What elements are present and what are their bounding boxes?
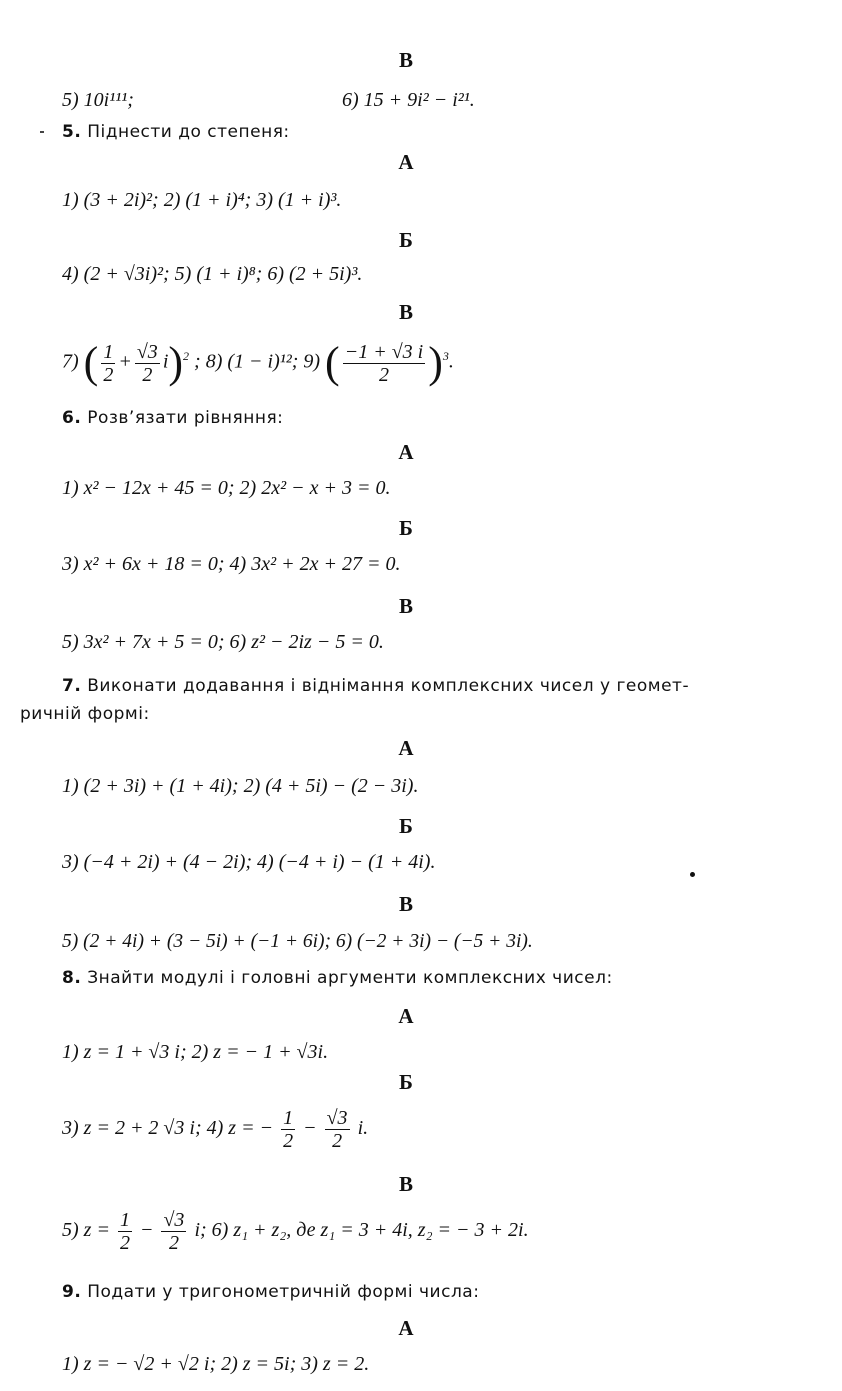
- item-text: ; 8) (1 − i)¹²; 9): [194, 350, 321, 373]
- denominator: 2: [283, 1129, 294, 1152]
- problem-number: 5.: [62, 122, 82, 142]
- exercise-item: 3) (−4 + 2i) + (4 − 2i); 4) (−4 + i) − (1 + 4i).: [62, 851, 436, 873]
- paren: (: [325, 338, 340, 388]
- problem-title: [62, 966, 613, 990]
- exercise-item: [62, 1104, 368, 1152]
- exercise-item: 7) ( $\frac{1}{2}$ + $\frac{√3}{2}$ i)$^2$ ; 8) (1 − i)¹²; 9) ( $\frac{-1 + √3 i}{2}$ )$^3$.: [62, 338, 454, 388]
- problem-title: [62, 120, 290, 144]
- exercise-item: 1) x² − 12x + 45 = 0; 2) 2x² − x + 3 = 0.: [62, 477, 391, 499]
- problem-title: [62, 1280, 479, 1304]
- denominator: 2: [119, 1231, 130, 1254]
- exercise-item: 1) (2 + 3i) + (1 + 4i); 2) (4 + 5i) − (2 − 3i).: [62, 775, 419, 797]
- exercise-item: 1) z = − √2 + √2 i; 2) z = 5i; 3) z = 2.: [62, 1353, 370, 1375]
- numerator: √3: [326, 1106, 348, 1129]
- problem-text: Розв’язати рівняння:: [87, 408, 284, 428]
- level-header: В: [398, 300, 413, 324]
- level-header: А: [398, 440, 414, 464]
- problem-number: 7.: [62, 676, 82, 696]
- level-header: Б: [399, 814, 413, 838]
- denominator: 2: [103, 363, 114, 386]
- denominator: 2: [168, 1231, 179, 1254]
- margin-mark: [40, 131, 44, 133]
- paren: ): [428, 338, 443, 388]
- level-header: В: [398, 594, 413, 618]
- level-header: Б: [399, 1070, 413, 1094]
- numerator: √3: [136, 340, 158, 363]
- paren: (: [83, 338, 99, 388]
- item-text: i; 6) z₁ + z₂, де z₁ = 3 + 4i, z₂ = − 3 + 2i.: [194, 1219, 529, 1241]
- level-header: Б: [399, 228, 413, 252]
- level-header: А: [398, 150, 414, 174]
- problem-text: Виконати додавання і віднімання комплексних чисел у геомет-: [87, 676, 690, 696]
- denominator: 2: [332, 1129, 343, 1152]
- fraction: [343, 341, 426, 386]
- level-header: А: [398, 1316, 414, 1340]
- level-header: А: [398, 1004, 414, 1028]
- fraction: [325, 1107, 350, 1152]
- fraction: [281, 1107, 295, 1152]
- item-text: 5) z =: [62, 1219, 110, 1241]
- problem-text-continued: ричній формі:: [20, 704, 150, 724]
- fraction: [118, 1209, 132, 1254]
- item-text: −: [303, 1117, 317, 1139]
- denominator: 2: [378, 363, 389, 386]
- item-text: i.: [357, 1117, 369, 1139]
- item-text: 3) z = 2 + 2 √3 i; 4) z = −: [62, 1117, 274, 1139]
- numerator: −1 + √3 i: [344, 340, 424, 363]
- problem-number: 9.: [62, 1282, 82, 1302]
- exercise-item: 1) (3 + 2i)²; 2) (1 + i)⁴; 3) (1 + i)³.: [62, 189, 342, 211]
- level-header: Б: [399, 516, 413, 540]
- paren: ): [168, 338, 184, 388]
- problem-text: Подати у тригонометричній формі числа:: [87, 1282, 480, 1302]
- level-header: В: [398, 892, 413, 916]
- exercise-item: 6) 15 + 9i² − i²¹.: [342, 89, 475, 111]
- exercise-item: 1) z = 1 + √3 i; 2) z = − 1 + √3i.: [62, 1041, 329, 1063]
- problem-title: [62, 674, 689, 698]
- problem-text: Піднести до степеня:: [87, 122, 290, 142]
- exercise-item: 4) (2 + √3i)²; 5) (1 + i)⁸; 6) (2 + 5i)³.: [62, 263, 363, 285]
- numerator: 1: [103, 340, 114, 363]
- problem-number: 8.: [62, 968, 82, 988]
- problem-number: 6.: [62, 408, 82, 428]
- exercise-item: 5) 10i¹¹¹;: [62, 89, 134, 111]
- ink-speck: [690, 872, 695, 877]
- level-header: В: [398, 48, 413, 72]
- numerator: 1: [283, 1106, 294, 1129]
- level-header: А: [398, 736, 414, 760]
- problem-text: Знайти модулі і головні аргументи комплексних чисел:: [87, 968, 613, 988]
- fraction: [135, 341, 160, 386]
- denominator: 2: [142, 363, 153, 386]
- exercise-item: [62, 1206, 529, 1254]
- level-header: В: [398, 1172, 413, 1196]
- numerator: 1: [119, 1208, 130, 1231]
- fraction: [101, 341, 115, 386]
- item-text: −: [139, 1219, 154, 1241]
- imag-unit: i: [162, 350, 169, 373]
- item-text: .: [448, 350, 454, 373]
- item-label: 7): [62, 350, 79, 373]
- exercise-item: 3) x² + 6x + 18 = 0; 4) 3x² + 2x + 27 = 0.: [62, 553, 401, 575]
- fraction: [161, 1209, 186, 1254]
- exercise-item: 5) (2 + 4i) + (3 − 5i) + (−1 + 6i); 6) (−2 + 3i) − (−5 + 3i).: [62, 931, 533, 952]
- problem-title: [62, 406, 283, 430]
- exercise-item: 5) 3x² + 7x + 5 = 0; 6) z² − 2iz − 5 = 0.: [62, 631, 384, 653]
- numerator: √3: [163, 1208, 185, 1231]
